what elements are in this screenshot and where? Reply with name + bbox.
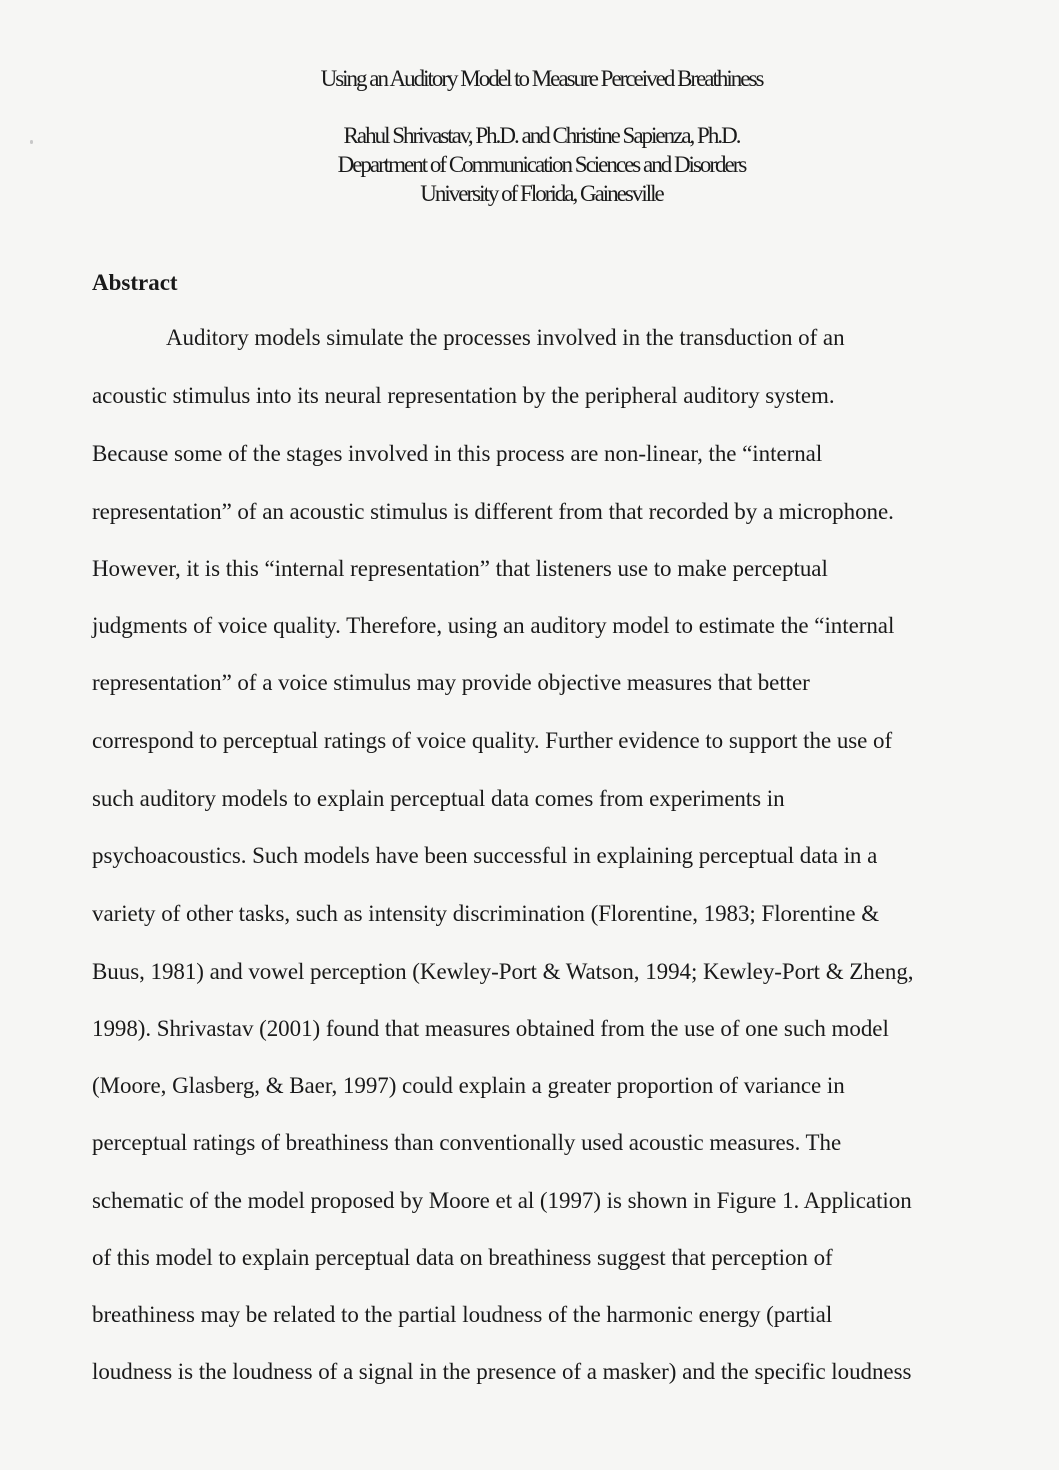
abstract-line: acoustic stimulus into its neural representation by the peripheral auditory system. bbox=[92, 383, 835, 408]
abstract-line: loudness is the loudness of a signal in the presence of a masker) and the specific loudness bbox=[92, 1359, 912, 1384]
abstract-line: (Moore, Glasberg, & Baer, 1997) could explain a greater proportion of variance in bbox=[92, 1073, 845, 1098]
abstract-line: perceptual ratings of breathiness than conventionally used acoustic measures. The bbox=[92, 1130, 842, 1155]
abstract-heading: Abstract bbox=[92, 270, 178, 295]
abstract-line: 1998). Shrivastav (2001) found that measures obtained from the use of one such model bbox=[92, 1016, 889, 1041]
abstract-line: such auditory models to explain perceptual data comes from experiments in bbox=[92, 786, 785, 811]
paper-title: Using an Auditory Model to Measure Perceived Breathiness bbox=[320, 66, 763, 91]
abstract-line: Because some of the stages involved in this process are non-linear, the “internal bbox=[92, 441, 823, 466]
abstract-line: representation” of an acoustic stimulus is different from that recorded by a microphone. bbox=[92, 499, 894, 524]
abstract-line: variety of other tasks, such as intensity discrimination (Florentine, 1983; Florentine & bbox=[92, 901, 880, 926]
abstract-line: correspond to perceptual ratings of voice quality. Further evidence to support the use of bbox=[92, 728, 893, 753]
abstract-line: However, it is this “internal representation” that listeners use to make perceptual bbox=[92, 556, 828, 581]
author-line: Rahul Shrivastav, Ph.D. and Christine Sapienza, Ph.D. bbox=[343, 123, 740, 148]
abstract-line: Auditory models simulate the processes involved in the transduction of an bbox=[166, 325, 845, 350]
abstract-line: schematic of the model proposed by Moore et al (1997) is shown in Figure 1. Application bbox=[92, 1188, 912, 1213]
university-line: University of Florida, Gainesville bbox=[420, 181, 663, 206]
abstract-line: of this model to explain perceptual data on breathiness suggest that perception of bbox=[92, 1245, 833, 1270]
department-line: Department of Communication Sciences and Disorders bbox=[337, 152, 746, 177]
abstract-line: psychoacoustics. Such models have been successful in explaining perceptual data in a bbox=[92, 843, 878, 868]
abstract-line: representation” of a voice stimulus may provide objective measures that better bbox=[92, 670, 810, 695]
abstract-line: breathiness may be related to the partial loudness of the harmonic energy (partial bbox=[92, 1302, 833, 1327]
abstract-line: judgments of voice quality. Therefore, using an auditory model to estimate the “internal bbox=[92, 613, 895, 638]
abstract-line: Buus, 1981) and vowel perception (Kewley-Port & Watson, 1994; Kewley-Port & Zheng, bbox=[92, 959, 914, 984]
